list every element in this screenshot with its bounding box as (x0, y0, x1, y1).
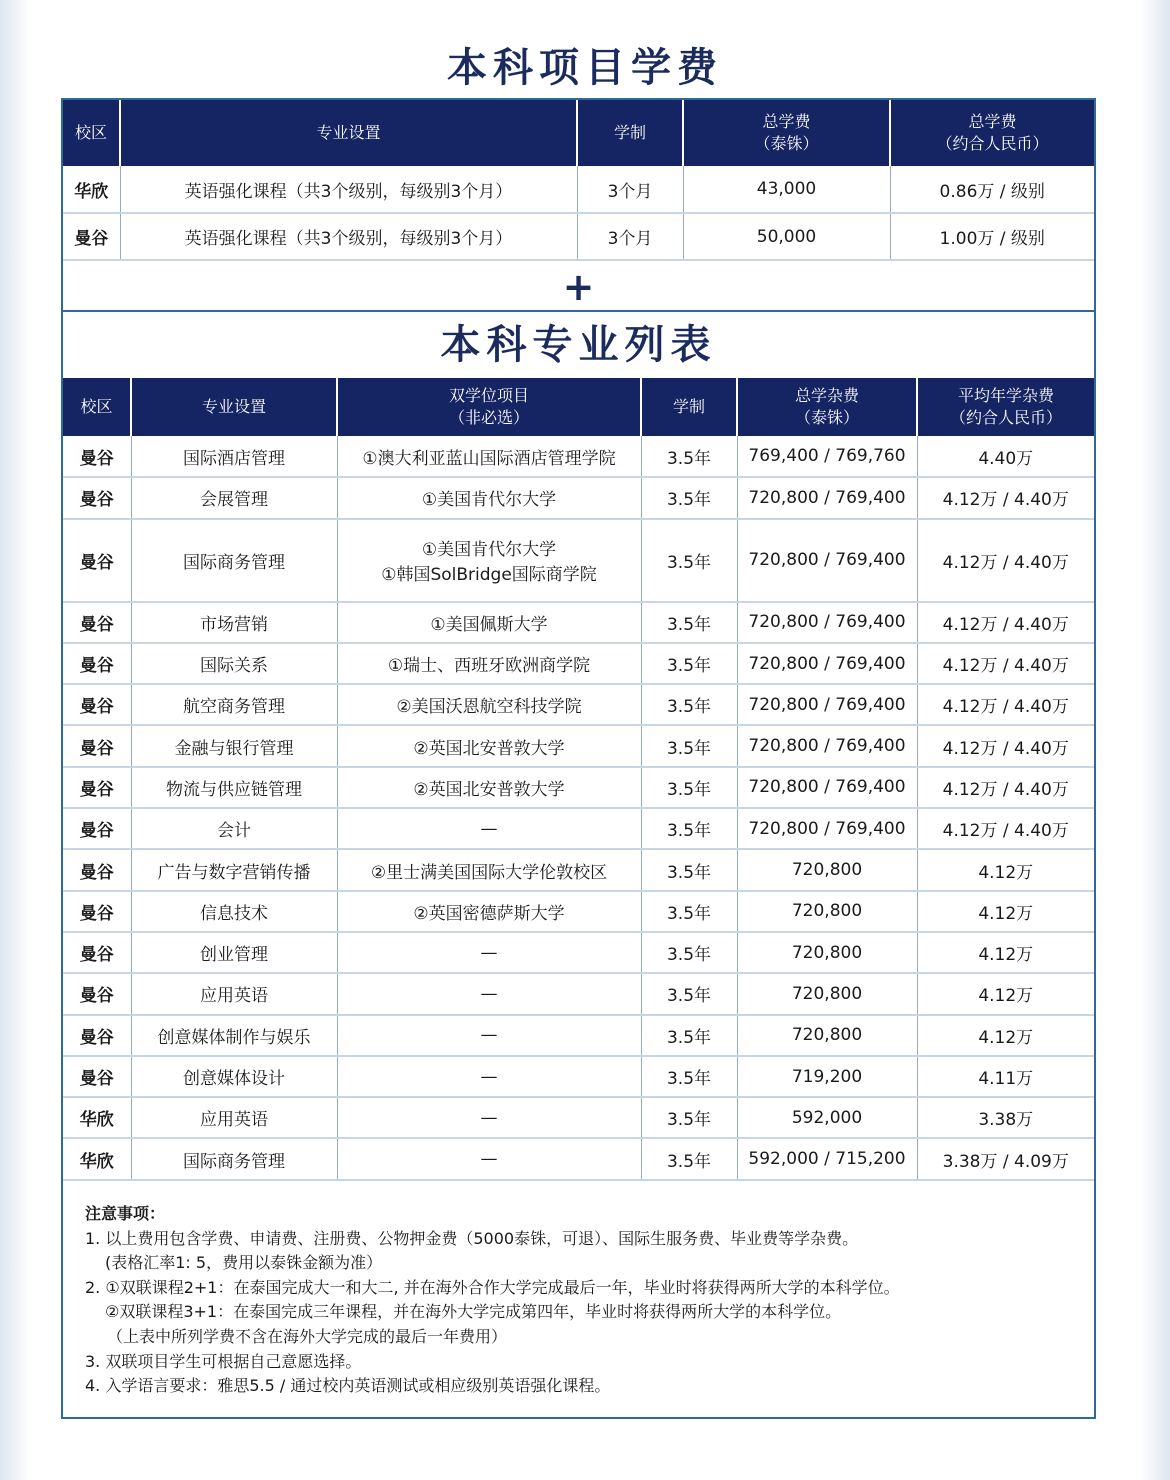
table-row (63, 166, 1094, 213)
cell-duration: 3.5年 (641, 1138, 737, 1179)
cell-campus: 曼谷 (63, 932, 131, 973)
cell-campus: 曼谷 (63, 808, 131, 849)
cell-avg-fees: 4.40万 (917, 436, 1094, 477)
note-line: ②双联课程3+1：在泰国完成三年课程，并在海外大学完成第四年，毕业时将获得两所大学的本科学位。 (105, 1302, 842, 1322)
note-line: 3. 双联项目学生可根据自己意愿选择。 (85, 1351, 362, 1371)
cell-campus: 曼谷 (63, 213, 120, 260)
header-dual-degree-line1: 双学位项目 (448, 385, 529, 405)
cell-dual-degree (337, 477, 641, 518)
table-row (63, 725, 1094, 766)
cell-duration: 3.5年 (641, 643, 737, 684)
cell-avg-fees: 4.12万 / 4.40万 (917, 643, 1094, 684)
cell-campus: 曼谷 (63, 1056, 131, 1097)
cell-total-fees: 720,800 / 769,400 (737, 767, 917, 808)
header-rmb-fee-line1: 总学费 (968, 111, 1017, 131)
cell-dual-degree (337, 725, 641, 766)
cell-duration: 3.5年 (641, 1015, 737, 1056)
cell-campus: 曼谷 (63, 519, 131, 602)
content-frame (61, 98, 1096, 1419)
header-total-fee (683, 100, 890, 166)
cell-dual-degree (337, 891, 641, 932)
cell-campus: 曼谷 (63, 1015, 131, 1056)
cell-major: 金融与银行管理 (131, 725, 337, 766)
cell-major: 信息技术 (131, 891, 337, 932)
cell-total-fees: 720,800 (737, 849, 917, 890)
header-total-fees-line2: （泰铢） (794, 408, 859, 427)
cell-total-fees: 720,800 / 769,400 (737, 808, 917, 849)
cell-total-fees: 769,400 / 769,760 (737, 436, 917, 477)
dual-degree-line: — (480, 942, 498, 963)
dual-degree-line: ①美国肯代尔大学 (421, 540, 557, 561)
cell-total-fees: 720,800 / 769,400 (737, 477, 917, 518)
table-row (63, 684, 1094, 725)
header-campus: 校区 (63, 100, 120, 166)
dual-degree-line: ①美国肯代尔大学 (421, 490, 557, 511)
cell-avg-fees: 4.12万 (917, 849, 1094, 890)
cell-duration: 3.5年 (641, 1097, 737, 1138)
header-rmb-fee-line2: （约合人民币） (936, 134, 1049, 153)
cell-avg-fees: 4.12万 / 4.40万 (917, 767, 1094, 808)
header-avg-fees-line2: （约合人民币） (949, 408, 1062, 427)
note-line: (表格汇率1: 5，费用以泰铢金额为准） (105, 1253, 383, 1273)
cell-total-fees: 720,800 / 769,400 (737, 602, 917, 643)
cell-major: 英语强化课程（共3个级别，每级别3个月） (120, 213, 577, 260)
table-row (63, 767, 1094, 808)
table-row (63, 643, 1094, 684)
cell-dual-degree (337, 643, 641, 684)
dual-degree-line: ①韩国SolBridge国际商学院 (381, 565, 597, 586)
dual-degree-line: — (480, 1066, 498, 1087)
majors-table (63, 378, 1094, 1181)
header-dual-degree-line2: （非必选） (448, 408, 529, 427)
cell-dual-degree (337, 1138, 641, 1179)
dual-degree-line: ②里士满美国国际大学伦敦校区 (370, 862, 608, 883)
cell-avg-fees: 3.38万 (917, 1097, 1094, 1138)
cell-major: 创意媒体设计 (131, 1056, 337, 1097)
cell-rmb: 1.00万 / 级别 (890, 213, 1094, 260)
table-row (63, 1056, 1094, 1097)
cell-duration: 3.5年 (641, 684, 737, 725)
cell-major: 国际商务管理 (131, 519, 337, 602)
header-total-fees-line1: 总学杂费 (794, 385, 859, 405)
dual-degree-line: ①美国佩斯大学 (430, 614, 548, 635)
cell-campus: 曼谷 (63, 684, 131, 725)
cell-major: 市场营销 (131, 602, 337, 643)
header-total-fees (737, 378, 917, 436)
cell-major: 国际酒店管理 (131, 436, 337, 477)
cell-major: 英语强化课程（共3个级别，每级别3个月） (120, 166, 577, 213)
cell-dual-degree (337, 1015, 641, 1056)
cell-dual-degree (337, 767, 641, 808)
header-avg-fees-line1: 平均年学杂费 (957, 385, 1054, 405)
table-row (63, 891, 1094, 932)
cell-major: 应用英语 (131, 973, 337, 1014)
page-title: 本科项目学费 (447, 45, 723, 91)
cell-total-fees: 720,800 (737, 891, 917, 932)
cell-duration: 3.5年 (641, 891, 737, 932)
plus-divider (63, 262, 1094, 312)
cell-campus: 曼谷 (63, 725, 131, 766)
header-duration: 学制 (641, 378, 737, 436)
cell-campus: 华欣 (63, 1097, 131, 1138)
cell-avg-fees: 4.12万 / 4.40万 (917, 477, 1094, 518)
cell-avg-fees: 4.12万 (917, 973, 1094, 1014)
cell-dual-degree (337, 973, 641, 1014)
cell-dual-degree (337, 1056, 641, 1097)
cell-total-fees: 720,800 / 769,400 (737, 643, 917, 684)
table-row (63, 1138, 1094, 1179)
cell-campus: 曼谷 (63, 477, 131, 518)
cell-duration: 3个月 (577, 166, 683, 213)
dual-degree-line: ②英国北安普敦大学 (413, 779, 565, 800)
header-major: 专业设置 (131, 378, 337, 436)
cell-major: 航空商务管理 (131, 684, 337, 725)
dual-degree-line: — (480, 1149, 498, 1170)
cell-total-fees: 719,200 (737, 1056, 917, 1097)
table-row (63, 932, 1094, 973)
dual-degree-line: — (480, 818, 498, 839)
cell-dual-degree (337, 602, 641, 643)
cell-avg-fees: 4.12万 (917, 891, 1094, 932)
cell-duration: 3.5年 (641, 436, 737, 477)
cell-major: 国际商务管理 (131, 1138, 337, 1179)
note-line: 4. 入学语言要求：雅思5.5 / 通过校内英语测试或相应级别英语强化课程。 (85, 1376, 611, 1396)
cell-major: 创业管理 (131, 932, 337, 973)
cell-campus: 曼谷 (63, 973, 131, 1014)
dual-degree-line: — (480, 1107, 498, 1128)
cell-campus: 曼谷 (63, 602, 131, 643)
cell-duration: 3个月 (577, 213, 683, 260)
cell-major: 创意媒体制作与娱乐 (131, 1015, 337, 1056)
cell-duration: 3.5年 (641, 519, 737, 602)
english-course-fee-table (63, 100, 1094, 261)
table-row (63, 602, 1094, 643)
dual-degree-line: ②英国密德萨斯大学 (413, 903, 565, 924)
cell-major: 会计 (131, 808, 337, 849)
dual-degree-line: ②英国北安普敦大学 (413, 738, 565, 759)
note-line: 1. 以上费用包含学费、申请费、注册费、公物押金费（5000泰铢，可退）、国际生服务费、毕业费等学杂费。 (85, 1228, 859, 1248)
cell-avg-fees: 4.12万 (917, 1015, 1094, 1056)
cell-avg-fees: 4.12万 (917, 932, 1094, 973)
cell-campus: 曼谷 (63, 849, 131, 890)
dual-degree-line: ②美国沃恩航空科技学院 (396, 697, 582, 718)
table-row (63, 1097, 1094, 1138)
cell-total: 43,000 (683, 166, 890, 213)
cell-total-fees: 720,800 / 769,400 (737, 684, 917, 725)
table-row (63, 808, 1094, 849)
cell-avg-fees: 4.11万 (917, 1056, 1094, 1097)
cell-campus: 华欣 (63, 1138, 131, 1179)
cell-duration: 3.5年 (641, 725, 737, 766)
cell-major: 会展管理 (131, 477, 337, 518)
cell-duration: 3.5年 (641, 973, 737, 1014)
notes-heading: 注意事项： (85, 1204, 166, 1223)
cell-campus: 曼谷 (63, 643, 131, 684)
fee-table-header-row (63, 100, 1094, 166)
cell-duration: 3.5年 (641, 808, 737, 849)
cell-rmb: 0.86万 / 级别 (890, 166, 1094, 213)
cell-total-fees: 720,800 (737, 1015, 917, 1056)
header-duration: 学制 (577, 100, 683, 166)
cell-dual-degree (337, 519, 641, 602)
cell-dual-degree (337, 808, 641, 849)
cell-total-fees: 720,800 / 769,400 (737, 725, 917, 766)
cell-total-fees: 592,000 / 715,200 (737, 1138, 917, 1179)
cell-major: 物流与供应链管理 (131, 767, 337, 808)
cell-total-fees: 592,000 (737, 1097, 917, 1138)
dual-degree-line: — (480, 1025, 498, 1046)
cell-dual-degree (337, 684, 641, 725)
table-row (63, 849, 1094, 890)
cell-duration: 3.5年 (641, 767, 737, 808)
note-line: 2. ①双联课程2+1：在泰国完成大一和大二, 并在海外合作大学完成最后一年，毕业时将获得两所大学的本科学位。 (85, 1277, 900, 1297)
cell-avg-fees: 4.12万 / 4.40万 (917, 684, 1094, 725)
header-rmb-fee (890, 100, 1094, 166)
cell-dual-degree (337, 932, 641, 973)
dual-degree-line: ①澳大利亚蓝山国际酒店管理学院 (362, 448, 616, 469)
cell-dual-degree (337, 436, 641, 477)
cell-total: 50,000 (683, 213, 890, 260)
cell-avg-fees: 3.38万 / 4.09万 (917, 1138, 1094, 1179)
table-row (63, 436, 1094, 477)
cell-duration: 3.5年 (641, 849, 737, 890)
header-total-fee-line2: （泰铢） (754, 134, 819, 153)
cell-major: 应用英语 (131, 1097, 337, 1138)
cell-total-fees: 720,800 (737, 932, 917, 973)
section-title-majors: 本科专业列表 (440, 322, 717, 368)
plus-icon: + (562, 265, 595, 309)
header-campus: 校区 (63, 378, 131, 436)
header-major: 专业设置 (120, 100, 577, 166)
header-dual-degree (337, 378, 641, 436)
cell-avg-fees: 4.12万 / 4.40万 (917, 519, 1094, 602)
cell-avg-fees: 4.12万 / 4.40万 (917, 725, 1094, 766)
cell-total-fees: 720,800 / 769,400 (737, 519, 917, 602)
cell-campus: 曼谷 (63, 891, 131, 932)
cell-campus: 华欣 (63, 166, 120, 213)
cell-duration: 3.5年 (641, 602, 737, 643)
cell-duration: 3.5年 (641, 1056, 737, 1097)
table-row (63, 973, 1094, 1014)
cell-duration: 3.5年 (641, 932, 737, 973)
cell-dual-degree (337, 849, 641, 890)
cell-avg-fees: 4.12万 / 4.40万 (917, 602, 1094, 643)
majors-header-row (63, 378, 1094, 436)
cell-major: 广告与数字营销传播 (131, 849, 337, 890)
table-row (63, 213, 1094, 260)
cell-campus: 曼谷 (63, 767, 131, 808)
cell-campus: 曼谷 (63, 436, 131, 477)
cell-dual-degree (337, 1097, 641, 1138)
note-line: （上表中所列学费不含在海外大学完成的最后一年费用） (107, 1326, 508, 1346)
cell-major: 国际关系 (131, 643, 337, 684)
dual-degree-line: ①瑞士、西班牙欧洲商学院 (387, 656, 591, 677)
cell-total-fees: 720,800 (737, 973, 917, 1014)
header-avg-fees (917, 378, 1094, 436)
notes-section (85, 1202, 1075, 1399)
header-total-fee-line1: 总学费 (762, 111, 811, 131)
dual-degree-line: — (480, 983, 498, 1004)
cell-duration: 3.5年 (641, 477, 737, 518)
table-row (63, 519, 1094, 602)
table-row (63, 1015, 1094, 1056)
cell-avg-fees: 4.12万 / 4.40万 (917, 808, 1094, 849)
table-row (63, 477, 1094, 518)
